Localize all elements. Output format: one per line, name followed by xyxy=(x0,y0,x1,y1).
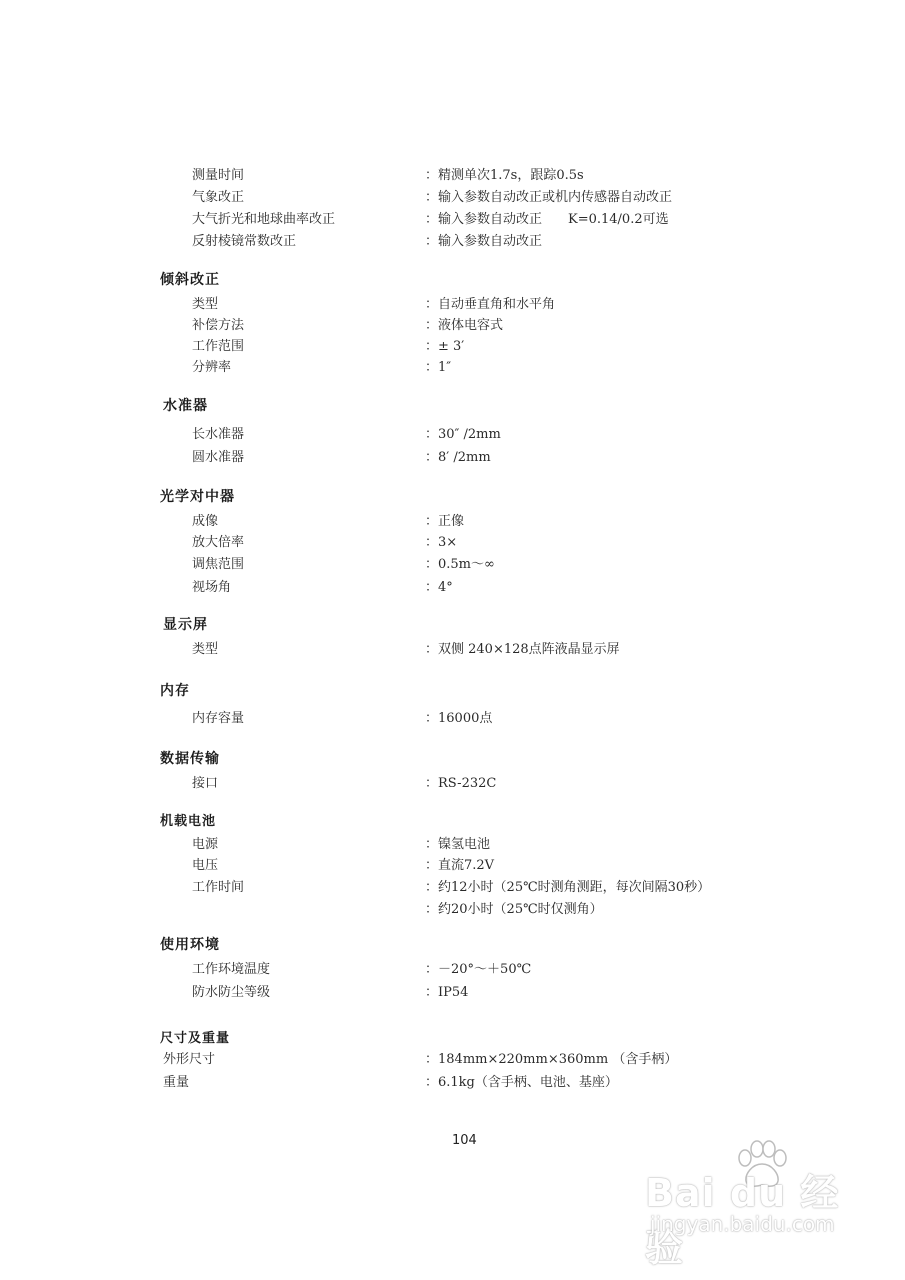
spec-label: 长水准器 xyxy=(192,427,245,442)
spec-label: 类型 xyxy=(192,642,219,657)
section-heading-env: 使用环境 xyxy=(160,937,220,953)
spec-value: 镍氢电池 xyxy=(438,837,491,852)
spec-value: 液体电容式 xyxy=(438,318,504,333)
colon: ： xyxy=(425,557,439,572)
spec-label: 工作环境温度 xyxy=(192,962,271,977)
colon: ： xyxy=(425,711,439,726)
section-heading-display: 显示屏 xyxy=(163,617,208,633)
spec-label: 防水防尘等级 xyxy=(192,985,271,1000)
spec-label: 补偿方法 xyxy=(192,318,245,333)
spec-label: 圆水准器 xyxy=(192,450,245,465)
spec-value: 约12小时（25℃时测角测距，每次间隔30秒） xyxy=(438,880,711,895)
spec-value: 输入参数自动改正或机内传感器自动改正 xyxy=(438,190,673,205)
spec-label: 测量时间 xyxy=(192,168,245,183)
section-heading-battery: 机载电池 xyxy=(160,814,217,829)
spec-value: 1″ xyxy=(438,360,452,375)
spec-value: IP54 xyxy=(438,985,469,1000)
colon: ： xyxy=(425,880,439,895)
colon: ： xyxy=(425,339,439,354)
spec-label: 视场角 xyxy=(192,580,232,595)
spec-label: 分辨率 xyxy=(192,360,232,375)
spec-label: 工作时间 xyxy=(192,880,245,895)
spec-value: RS-232C xyxy=(438,776,497,791)
colon: ： xyxy=(425,234,439,249)
colon: ： xyxy=(425,297,439,312)
spec-value: 4° xyxy=(438,580,453,595)
spec-value: 30″ /2mm xyxy=(438,427,501,442)
watermark-logo: Bai du 经验 xyxy=(645,1171,840,1270)
colon: ： xyxy=(425,318,439,333)
colon: ： xyxy=(425,642,439,657)
spec-value: －20°～＋50℃ xyxy=(438,962,532,977)
spec-label: 反射棱镜常数改正 xyxy=(192,234,297,249)
colon: ： xyxy=(425,427,439,442)
spec-value: 精测单次1.7s，跟踪0.5s xyxy=(438,168,584,183)
section-heading-data: 数据传输 xyxy=(160,751,220,767)
spec-label: 放大倍率 xyxy=(192,535,245,550)
spec-value: 0.5m～∞ xyxy=(438,557,495,572)
colon: ： xyxy=(425,776,439,791)
page-number: 104 xyxy=(452,1133,477,1148)
spec-label: 内存容量 xyxy=(192,711,245,726)
section-heading-size: 尺寸及重量 xyxy=(160,1031,231,1046)
colon: ： xyxy=(425,962,439,977)
spec-value: 6.1kg（含手柄、电池、基座） xyxy=(438,1075,618,1090)
spec-value: 双侧 240×128点阵液晶显示屏 xyxy=(438,642,620,657)
spec-value: 直流7.2V xyxy=(438,858,495,873)
spec-value: 约20小时（25℃时仅测角） xyxy=(438,902,603,917)
spec-label: 工作范围 xyxy=(192,339,245,354)
spec-label: 外形尺寸 xyxy=(163,1052,216,1067)
spec-label: 电压 xyxy=(192,858,219,873)
colon: ： xyxy=(425,1052,439,1067)
spec-label: 类型 xyxy=(192,297,219,312)
spec-value: 输入参数自动改正 xyxy=(438,234,543,249)
spec-value: 输入参数自动改正 K=0.14/0.2可选 xyxy=(438,212,669,227)
spec-value: ± 3′ xyxy=(438,339,465,354)
spec-label: 重量 xyxy=(163,1075,190,1090)
spec-label: 气象改正 xyxy=(192,190,245,205)
spec-value: 8′ /2mm xyxy=(438,450,491,465)
spec-value: 16000点 xyxy=(438,711,493,726)
baidu-jingyan-watermark xyxy=(645,1140,875,1270)
section-heading-tilt: 倾斜改正 xyxy=(160,272,220,288)
section-heading-memory: 内存 xyxy=(160,683,190,699)
spec-value: 自动垂直角和水平角 xyxy=(438,297,556,312)
colon: ： xyxy=(425,514,439,529)
colon: ： xyxy=(425,450,439,465)
spec-label: 接口 xyxy=(192,776,219,791)
spec-label: 电源 xyxy=(192,837,219,852)
colon: ： xyxy=(425,535,439,550)
colon: ： xyxy=(425,212,439,227)
colon: ： xyxy=(425,985,439,1000)
colon: ： xyxy=(425,1075,439,1090)
colon: ： xyxy=(425,168,439,183)
section-heading-optical: 光学对中器 xyxy=(160,489,235,505)
spec-label: 调焦范围 xyxy=(192,557,245,572)
colon: ： xyxy=(425,902,439,917)
spec-value: 184mm×220mm×360mm （含手柄） xyxy=(438,1052,678,1067)
colon: ： xyxy=(425,858,439,873)
section-heading-level: 水准器 xyxy=(163,398,208,414)
spec-label: 成像 xyxy=(192,514,219,529)
colon: ： xyxy=(425,190,439,205)
spec-value: 正像 xyxy=(438,514,465,529)
colon: ： xyxy=(425,360,439,375)
spec-value: 3× xyxy=(438,535,458,550)
watermark-url: jingyan.baidu.com xyxy=(650,1212,835,1236)
spec-label: 大气折光和地球曲率改正 xyxy=(192,212,336,227)
colon: ： xyxy=(425,837,439,852)
colon: ： xyxy=(425,580,439,595)
